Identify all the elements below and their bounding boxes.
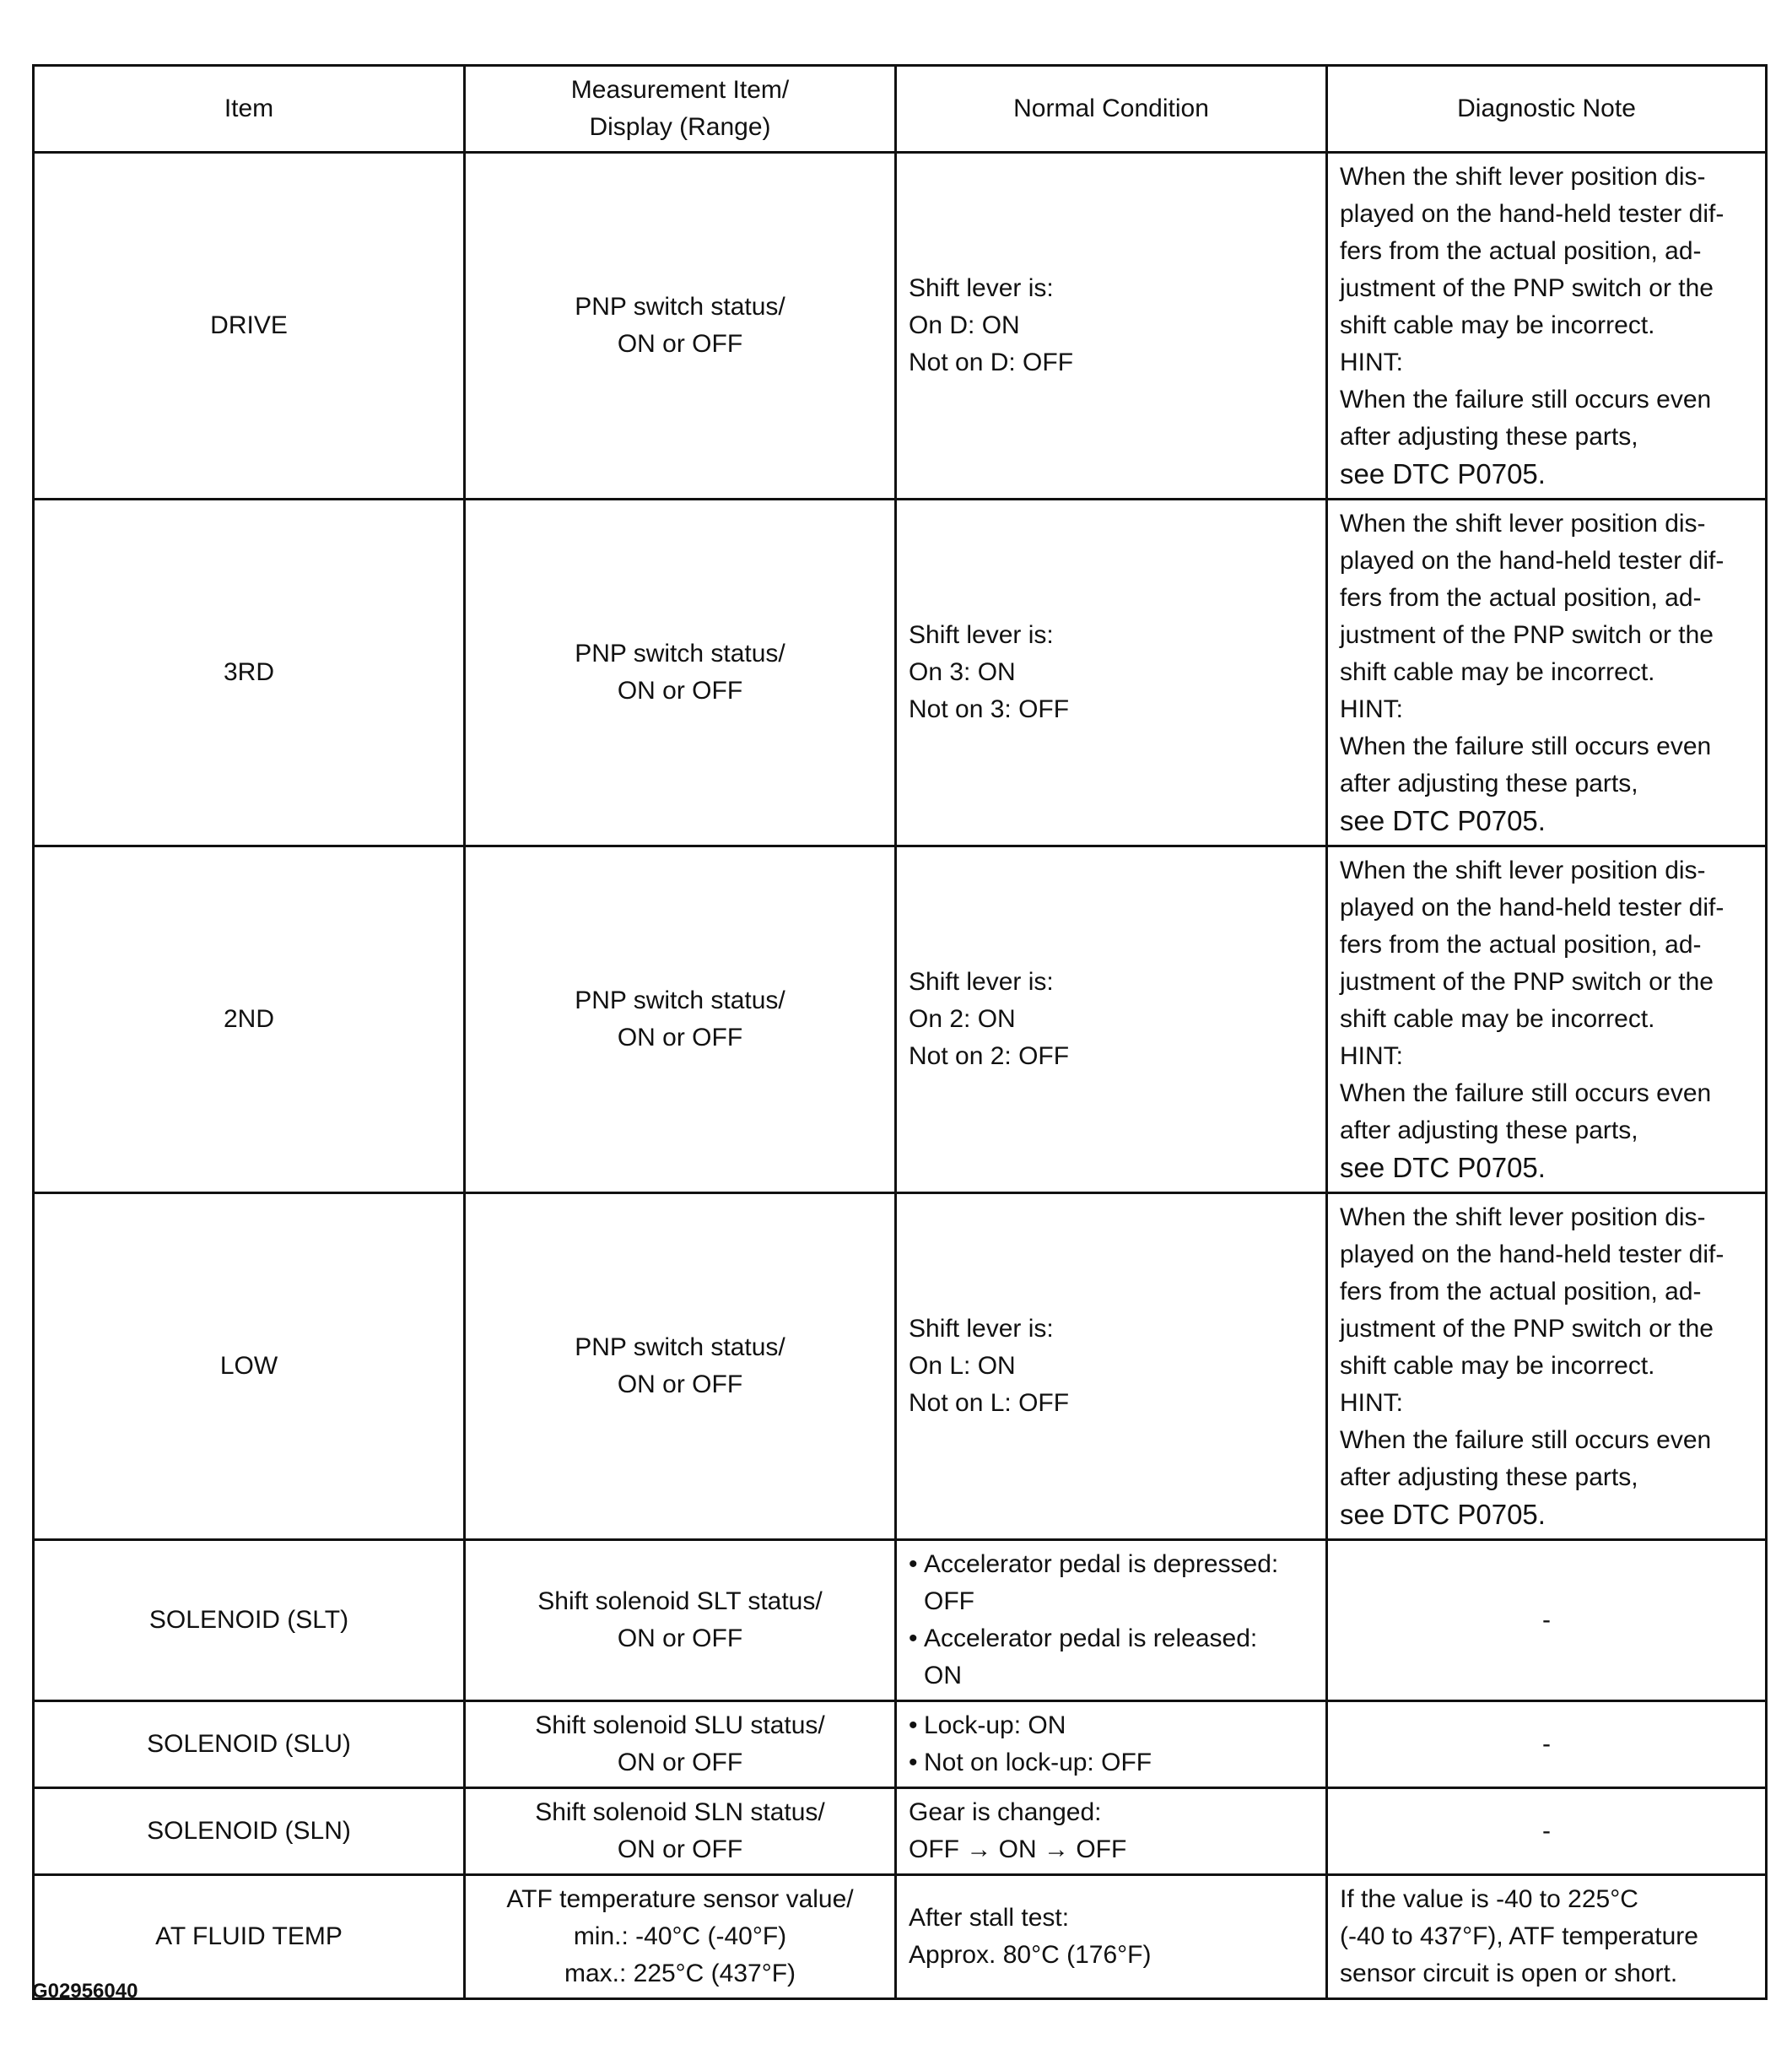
table-row	[34, 1875, 1767, 1999]
normal-condition-cell: Shift lever is: On D: ON Not on D: OFF	[896, 153, 1327, 500]
table-row	[34, 1193, 1767, 1540]
table-header-row	[34, 66, 1767, 153]
table-row	[34, 1701, 1767, 1788]
measurement-cell: Shift solenoid SLN status/ ON or OFF	[465, 1788, 896, 1875]
normal-condition-cell: • Lock-up: ON • Not on lock-up: OFF	[896, 1701, 1327, 1788]
measurement-cell: PNP switch status/ ON or OFF	[465, 500, 896, 846]
normal-condition-cell: • Accelerator pedal is depressed: OFF • Accelerator pedal is released: ON	[896, 1540, 1327, 1701]
figure-id-label: G02956040	[32, 1980, 138, 2003]
diagnostic-note-cell: When the shift lever position dis- played on the hand-held tester dif- fers from the actual position, ad- justment of the PNP switch or the shift cable may be incorrect. HINT: When the failure still occurs even after adjusting these parts, see DTC P0705.	[1327, 500, 1767, 846]
item-cell: LOW	[34, 1193, 465, 1540]
bullet-icon: •	[909, 1624, 918, 1652]
item-cell: SOLENOID (SLN)	[34, 1788, 465, 1875]
normal-condition-cell: Shift lever is: On 2: ON Not on 2: OFF	[896, 846, 1327, 1193]
normal-condition-cell: Gear is changed: OFF → ON → OFF	[896, 1788, 1327, 1875]
bullet-icon: •	[909, 1749, 918, 1776]
measurement-cell: PNP switch status/ ON or OFF	[465, 846, 896, 1193]
header-normal-condition: Normal Condition	[896, 66, 1327, 153]
diagnostic-note-cell: -	[1327, 1788, 1767, 1875]
diagnostic-note-cell: When the shift lever position dis- played on the hand-held tester dif- fers from the actual position, ad- justment of the PNP switch or the shift cable may be incorrect. HINT: When the failure still occurs even after adjusting these parts, see DTC P0705.	[1327, 1193, 1767, 1540]
diagnostic-note-cell: If the value is -40 to 225°C (-40 to 437°F), ATF temperature sensor circuit is open or short.	[1327, 1875, 1767, 1999]
table-row	[34, 500, 1767, 846]
diagnostic-note-cell: When the shift lever position dis- played on the hand-held tester dif- fers from the actual position, ad- justment of the PNP switch or the shift cable may be incorrect. HINT: When the failure still occurs even after adjusting these parts, see DTC P0705.	[1327, 846, 1767, 1193]
header-item: Item	[34, 66, 465, 153]
item-cell: 3RD	[34, 500, 465, 846]
measurement-cell: PNP switch status/ ON or OFF	[465, 1193, 896, 1540]
measurement-cell: Shift solenoid SLU status/ ON or OFF	[465, 1701, 896, 1788]
item-cell: SOLENOID (SLU)	[34, 1701, 465, 1788]
diagnostic-note-cell: -	[1327, 1701, 1767, 1788]
bullet-icon: •	[909, 1550, 918, 1578]
header-diagnostic-note: Diagnostic Note	[1327, 66, 1767, 153]
header-measurement: Measurement Item/ Display (Range)	[465, 66, 896, 153]
table-row	[34, 846, 1767, 1193]
item-cell: DRIVE	[34, 153, 465, 500]
measurement-cell: Shift solenoid SLT status/ ON or OFF	[465, 1540, 896, 1701]
table-row	[34, 1788, 1767, 1875]
bullet-icon: •	[909, 1711, 918, 1739]
item-cell: SOLENOID (SLT)	[34, 1540, 465, 1701]
normal-condition-cell: Shift lever is: On L: ON Not on L: OFF	[896, 1193, 1327, 1540]
diagnostic-note-cell: When the shift lever position dis- played on the hand-held tester dif- fers from the actual position, ad- justment of the PNP switch or the shift cable may be incorrect. HINT: When the failure still occurs even after adjusting these parts, see DTC P0705.	[1327, 153, 1767, 500]
data-list-table	[32, 64, 1768, 2000]
diagnostic-note-cell: -	[1327, 1540, 1767, 1701]
normal-condition-cell: After stall test: Approx. 80°C (176°F)	[896, 1875, 1327, 1999]
table-row	[34, 1540, 1767, 1701]
measurement-cell: ATF temperature sensor value/ min.: -40°C (-40°F) max.: 225°C (437°F)	[465, 1875, 896, 1999]
table-row	[34, 153, 1767, 500]
measurement-cell: PNP switch status/ ON or OFF	[465, 153, 896, 500]
item-cell: 2ND	[34, 846, 465, 1193]
item-cell: AT FLUID TEMP	[34, 1875, 465, 1999]
normal-condition-cell: Shift lever is: On 3: ON Not on 3: OFF	[896, 500, 1327, 846]
